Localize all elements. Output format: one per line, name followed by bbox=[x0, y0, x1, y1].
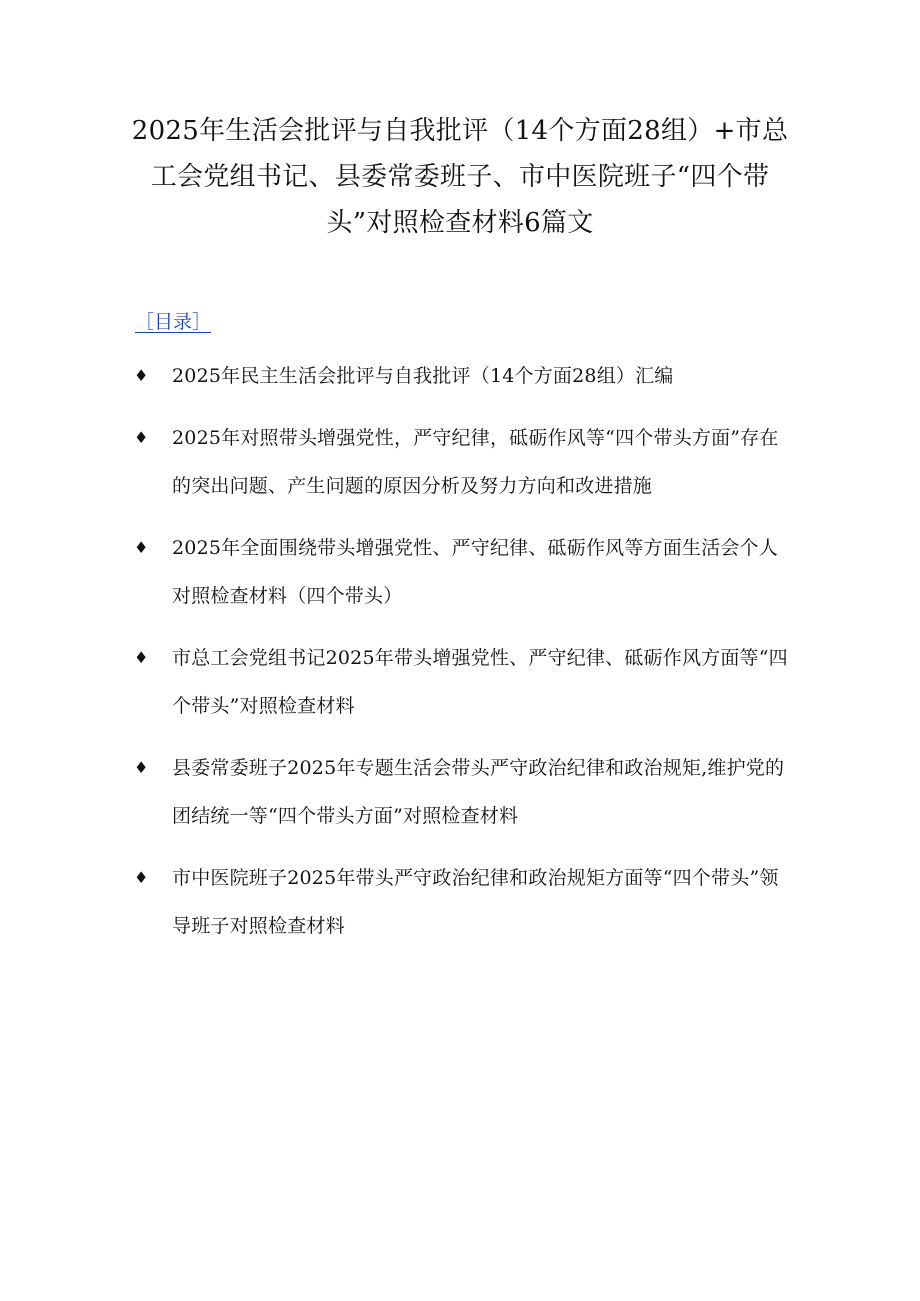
toc-item-text: 市中医院班子2025年带头严守政治纪律和政治规矩方面等“四个带头”领导班子对照检查材料 bbox=[172, 867, 779, 937]
toc-item-1[interactable] bbox=[130, 352, 795, 400]
toc-item-text: 2025年对照带头增强党性，严守纪律，砥砺作风等“四个带头方面”存在的突出问题、产生问题的原因分析及努力方向和改进措施 bbox=[172, 427, 779, 497]
toc-item-5[interactable] bbox=[130, 744, 795, 840]
toc-item-3[interactable] bbox=[130, 524, 795, 620]
document-title: 2025年生活会批评与自我批评（14个方面28组）+市总工会党组书记、县委常委班子、市中医院班子“四个带头”对照检查材料6篇文 bbox=[131, 116, 789, 238]
toc-list bbox=[130, 352, 795, 964]
toc-item-2[interactable] bbox=[130, 414, 795, 510]
toc-item-text: 县委常委班子2025年专题生活会带头严守政治纪律和政治规矩,维护党的团结统一等“四个带头方面”对照检查材料 bbox=[172, 757, 785, 827]
toc-item-4[interactable] bbox=[130, 634, 795, 730]
diamond-bullet-icon: ♦ bbox=[134, 868, 149, 887]
diamond-bullet-icon: ♦ bbox=[134, 538, 149, 557]
toc-item-text: 2025年民主生活会批评与自我批评（14个方面28组）汇编 bbox=[172, 365, 674, 387]
toc-item-text: 2025年全面围绕带头增强党性、严守纪律、砥砺作风等方面生活会个人对照检查材料（四个带头） bbox=[172, 537, 778, 607]
diamond-bullet-icon: ♦ bbox=[134, 428, 149, 447]
toc-item-text: 市总工会党组书记2025年带头增强党性、严守纪律、砥砺作风方面等“四个带头”对照检查材料 bbox=[172, 647, 788, 717]
diamond-bullet-icon: ♦ bbox=[134, 758, 149, 777]
table-of-contents-link[interactable]: ［目录］ bbox=[135, 311, 212, 333]
diamond-bullet-icon: ♦ bbox=[134, 648, 149, 667]
diamond-bullet-icon: ♦ bbox=[134, 366, 149, 385]
toc-item-6[interactable] bbox=[130, 854, 795, 950]
